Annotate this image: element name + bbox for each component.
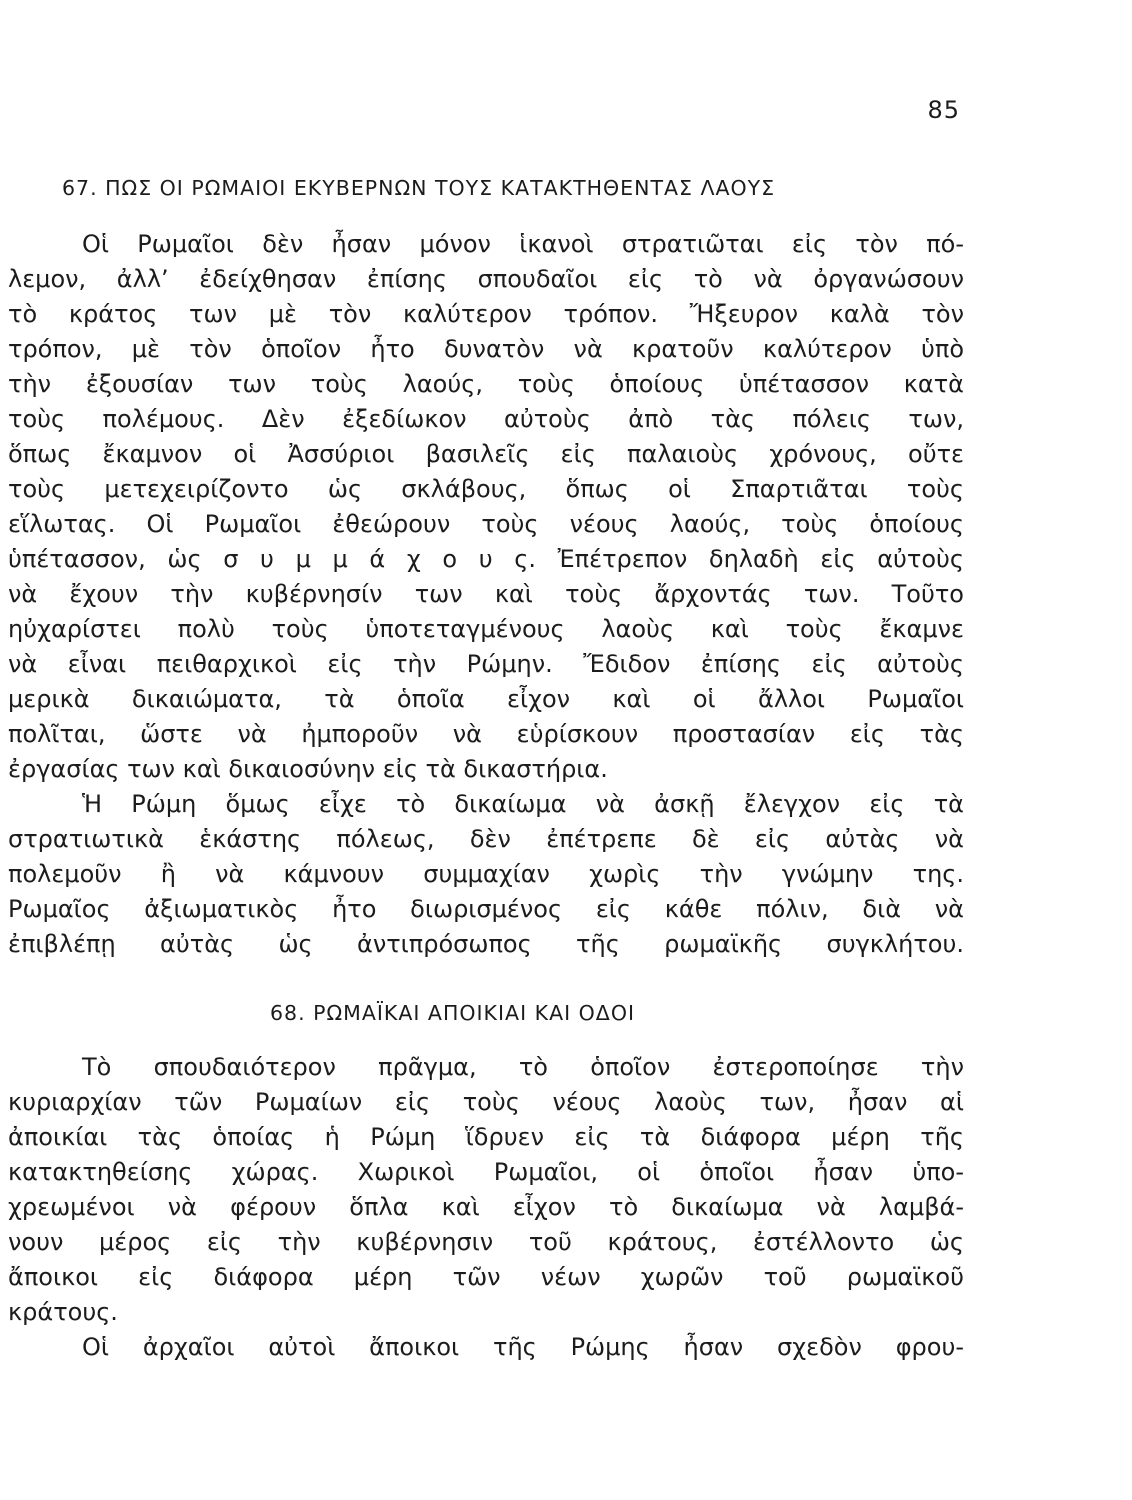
text-line: πολῖται, ὥστε νὰ ἠμποροῦν νὰ εὑρίσκουν προστασίαν εἰς τὰς [8,720,964,748]
text-line: κατακτηθείσης χώρας. Χωρικοὶ Ρωμαῖοι, οἱ ὁποῖοι ἦσαν ὑπο- [8,1158,964,1186]
text-line: ηὐχαρίστει πολὺ τοὺς ὑποτεταγμένους λαοὺς καὶ τοὺς ἔκαμνε [8,615,964,643]
text-line: τὸ κράτος των μὲ τὸν καλύτερον τρόπον. Ἤξευρον καλὰ τὸν [8,300,964,328]
text-line: ὅπως ἔκαμνον οἱ Ἀσσύριοι βασιλεῖς εἰς παλαιοὺς χρόνους, οὔτε [8,440,964,468]
text-line: κράτους. [8,1298,118,1326]
text-line: ἀποικίαι τὰς ὁποίας ἡ Ρώμη ἵδρυεν εἰς τὰ διάφορα μέρη τῆς [8,1123,964,1151]
text-line: ἄποικοι εἰς διάφορα μέρη τῶν νέων χωρῶν τοῦ ρωμαϊκοῦ [8,1263,964,1291]
text-line: πολεμοῦν ἢ νὰ κάμνουν συμμαχίαν χωρὶς τὴν γνώμην της. [8,860,964,888]
section-68-body [8,1050,964,1365]
text-line: Ἡ Ρώμη ὅμως εἶχε τὸ δικαίωμα νὰ ἀσκῇ ἔλεγχον εἰς τὰ [82,790,964,818]
text-line: τοὺς μετεχειρίζοντο ὡς σκλάβους, ὅπως οἱ Σπαρτιᾶται τοὺς [8,475,964,503]
text-line: ἐπιβλέπῃ αὐτὰς ὡς ἀντιπρόσωπος τῆς ρωμαϊκῆς συγκλήτου. [8,930,964,958]
text-line: κυριαρχίαν τῶν Ρωμαίων εἰς τοὺς νέους λαοὺς των, ἦσαν αἱ [8,1088,964,1116]
text-line: Τὸ σπουδαιότερον πρᾶγμα, τὸ ὁποῖον ἐστεροποίησε τὴν [82,1053,964,1081]
text-line: μερικὰ δικαιώματα, τὰ ὁποῖα εἶχον καὶ οἱ ἄλλοι Ρωμαῖοι [8,685,964,713]
text-line: χρεωμένοι νὰ φέρουν ὅπλα καὶ εἶχον τὸ δικαίωμα νὰ λαμβά- [8,1193,964,1221]
text-line: ὑπέτασσον, ὡς σ υ μ μ ά χ ο υ ς. Ἐπέτρεπον δηλαδὴ εἰς αὐτοὺς [8,545,964,573]
text-line: Οἱ ἀρχαῖοι αὐτοὶ ἄποικοι τῆς Ρώμης ἦσαν σχεδὸν φρου- [82,1333,964,1361]
text-line: τρόπον, μὲ τὸν ὁποῖον ἦτο δυνατὸν νὰ κρατοῦν καλύτερον ὑπὸ [8,335,964,363]
section-68-heading: 68. ΡΩΜΑΪΚΑΙ ΑΠΟΙΚΙΑΙ ΚΑΙ ΟΔΟΙ [270,1001,635,1025]
text-line: νὰ εἶναι πειθαρχικοὶ εἰς τὴν Ρώμην. Ἔδιδον ἐπίσης εἰς αὐτοὺς [8,650,964,678]
text-line: στρατιωτικὰ ἑκάστης πόλεως, δὲν ἐπέτρεπε δὲ εἰς αὐτὰς νὰ [8,825,964,853]
text-line: ἐργασίας των καὶ δικαιοσύνην εἰς τὰ δικαστήρια. [8,755,608,783]
text-line: εἵλωτας. Οἱ Ρωμαῖοι ἐθεώρουν τοὺς νέους λαούς, τοὺς ὁποίους [8,510,964,538]
section-67-body [8,227,964,962]
text-line: νουν μέρος εἰς τὴν κυβέρνησιν τοῦ κράτους, ἐστέλλοντο ὡς [8,1228,964,1256]
section-67-heading: 67. ΠΩΣ ΟΙ ΡΩΜΑΙΟΙ ΕΚΥΒΕΡΝΩΝ ΤΟΥΣ ΚΑΤΑΚΤΗΘΕΝΤΑΣ ΛΑΟΥΣ [62,176,776,200]
text-line: τοὺς πολέμους. Δὲν ἐξεδίωκον αὐτοὺς ἀπὸ τὰς πόλεις των, [8,405,964,433]
text-line: νὰ ἔχουν τὴν κυβέρνησίν των καὶ τοὺς ἄρχοντάς των. Τοῦτο [8,580,964,608]
text-line: Ρωμαῖος ἀξιωματικὸς ἦτο διωρισμένος εἰς κάθε πόλιν, διὰ νὰ [8,895,964,923]
page-number: 85 [927,96,960,124]
text-line: τὴν ἐξουσίαν των τοὺς λαούς, τοὺς ὁποίους ὑπέτασσον κατὰ [8,370,964,398]
text-line: λεμον, ἀλλ’ ἐδείχθησαν ἐπίσης σπουδαῖοι εἰς τὸ νὰ ὀργανώσουν [8,265,964,293]
text-line: Οἱ Ρωμαῖοι δὲν ἦσαν μόνον ἱκανοὶ στρατιῶται εἰς τὸν πό- [82,230,964,258]
